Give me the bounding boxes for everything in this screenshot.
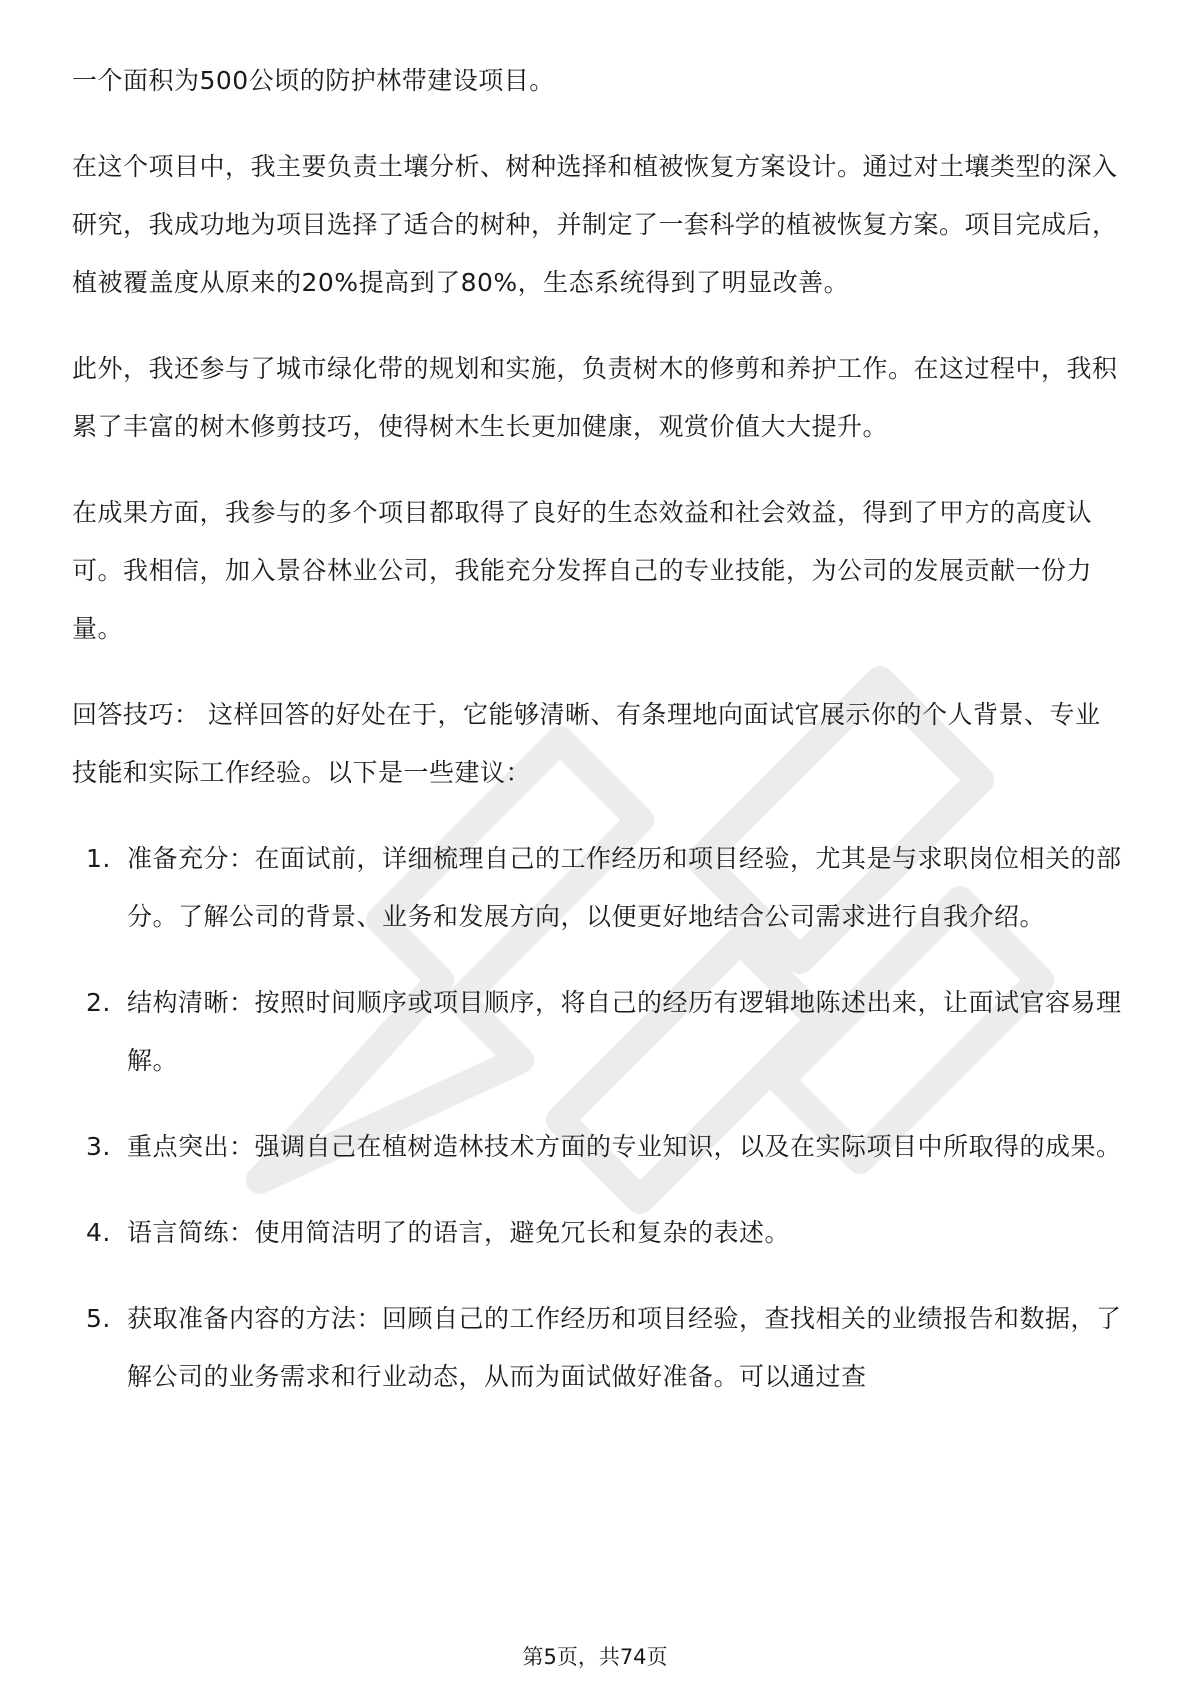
list-item-number: 3. <box>86 1132 111 1161</box>
list-item <box>72 1118 1122 1176</box>
list-item-number: 4. <box>86 1218 111 1247</box>
list-item-text: 语言简练：使用简洁明了的语言，避免冗长和复杂的表述。 <box>127 1218 791 1247</box>
list-item <box>72 1204 1122 1262</box>
tips-list <box>72 830 1122 1406</box>
list-item <box>72 830 1122 946</box>
list-item-number: 2. <box>86 988 111 1017</box>
paragraph-answer-tips: 回答技巧： 这样回答的好处在于，它能够清晰、有条理地向面试官展示你的个人背景、专业技能和实际工作经验。以下是一些建议： <box>72 700 1101 787</box>
list-item-text: 结构清晰：按照时间顺序或项目顺序，将自己的经历有逻辑地陈述出来，让面试官容易理解。 <box>127 988 1122 1075</box>
paragraph-project-details: 在这个项目中，我主要负责土壤分析、树种选择和植被恢复方案设计。通过对土壤类型的深入研究，我成功地为项目选择了适合的树种，并制定了一套科学的植被恢复方案。项目完成后，植被覆盖度从原来的20%提高到了80%，生态系统得到了明显改善。 <box>72 152 1118 297</box>
paragraph-achievements: 在成果方面，我参与的多个项目都取得了良好的生态效益和社会效益，得到了甲方的高度认可。我相信，加入景谷林业公司，我能充分发挥自己的专业技能，为公司的发展贡献一份力量。 <box>72 498 1093 643</box>
list-item-number: 1. <box>86 844 111 873</box>
list-item-text: 准备充分：在面试前，详细梳理自己的工作经历和项目经验，尤其是与求职岗位相关的部分。了解公司的背景、业务和发展方向，以便更好地结合公司需求进行自我介绍。 <box>127 844 1122 931</box>
list-item-number: 5. <box>86 1304 111 1333</box>
paragraph-urban-greening: 此外，我还参与了城市绿化带的规划和实施，负责树木的修剪和养护工作。在这过程中，我积累了丰富的树木修剪技巧，使得树木生长更加健康，观赏价值大大提升。 <box>72 354 1118 441</box>
document-body <box>72 52 1122 1434</box>
paragraph-project-intro: 一个面积为500公顷的防护林带建设项目。 <box>72 66 555 95</box>
list-item <box>72 1290 1122 1406</box>
list-item <box>72 974 1122 1090</box>
list-item-text: 重点突出：强调自己在植树造林技术方面的专业知识，以及在实际项目中所取得的成果。 <box>127 1132 1122 1161</box>
list-item-text: 获取准备内容的方法：回顾自己的工作经历和项目经验，查找相关的业绩报告和数据，了解公司的业务需求和行业动态，从而为面试做好准备。可以通过查 <box>127 1304 1122 1391</box>
page-number-footer: 第5页，共74页 <box>522 1645 668 1669</box>
